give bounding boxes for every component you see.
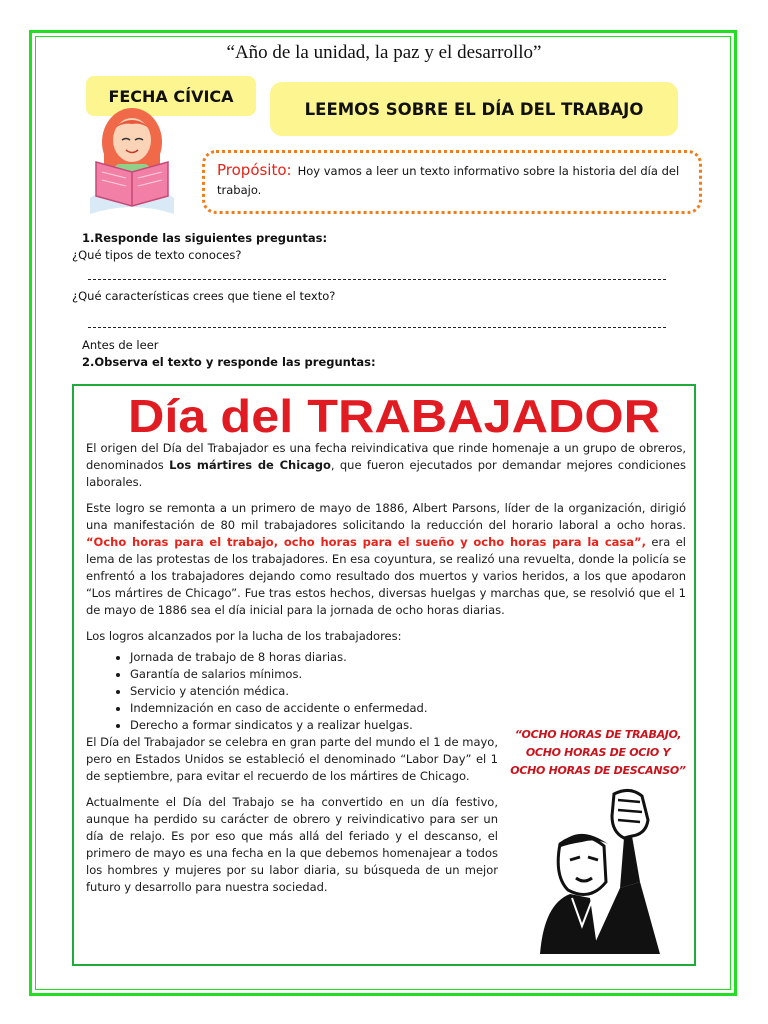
list-item: • Jornada de trabajo de 8 horas diarias.	[130, 649, 686, 666]
article-title-part2: TRABAJADOR	[307, 392, 630, 438]
answer-line-1[interactable]	[88, 279, 666, 280]
civic-date-label: FECHA CÍVICA	[86, 76, 256, 116]
article-paragraph-3: Los logros alcanzados por la lucha de los trabajadores:	[86, 629, 402, 643]
list-item: • Derecho a formar sindicatos y a realizar huelgas.	[130, 717, 686, 734]
svg-text:Día del TRABAJADOR	[128, 392, 660, 438]
workers-slogan: “Ocho horas para el trabajo, ocho horas para el sueño y ocho horas para la casa”,	[86, 535, 646, 549]
purpose-label: Propósito:	[217, 161, 292, 179]
article-title	[124, 392, 664, 438]
list-item: • Indemnización en caso de accidente o enfermedad.	[130, 700, 686, 717]
before-reading-label: Antes de leer	[82, 338, 159, 352]
question-2: ¿Qué características crees que tiene el texto?	[72, 289, 336, 303]
article-paragraph-5: Actualmente el Día del Trabajo se ha convertido en un día festivo, aunque ha perdido su carácter de obrero y reivindicativo para ser un día de relajo. Es por eso que más allá del feriado y el descanso, el primero de mayo es una fecha en la que debemos homenajear a todos los hombres y mujeres por su labor diaria, su búsqueda de un mejor futuro y desarrollo para nuestra sociedad.	[86, 795, 498, 894]
purpose-box	[202, 150, 702, 214]
list-item: • Servicio y atención médica.	[130, 683, 686, 700]
purpose-text: Hoy vamos a leer un texto informativo sobre la historia del día del trabajo.	[217, 164, 680, 197]
article-paragraph-1: El origen del Día del Trabajador es una fecha reivindicativa que rinde homenaje a un grupo de obreros, denominados Los mártires de Chicago, que fueron ejecutados por demandar mejores condiciones laborales.	[86, 441, 686, 489]
article-paragraph-2: Este logro se remonta a un primero de mayo de 1886, Albert Parsons, líder de la organización, dirigió una manifestación de 80 mil trabajadores solicitando la reducción del horario laboral a ocho horas. “Ocho horas para el trabajo, ocho horas para el sueño y ocho horas para la casa”, era el lema de las protestas de los trabajadores. En esa coyuntura, se realizó una revuelta, donde la policía se enfrentó a los trabajadores dejando como resultado dos muertos y varios heridos, a los que apodaron “Los mártires de Chicago”. Fue tras estos hechos, diversas huelgas y marchas que, se resolvió que el 1 de mayo de 1886 sea el día inicial para la jornada de ocho horas diarias.	[86, 501, 686, 617]
raised-fist-worker-icon	[520, 786, 680, 956]
worker-poster	[510, 726, 686, 966]
reading-girl-icon	[82, 100, 182, 224]
page-title: LEEMOS SOBRE EL DÍA DEL TRABAJO	[270, 82, 678, 136]
article-title-part1: Día del	[128, 392, 292, 438]
question-heading-2: 2.Observa el texto y responde las preguntas:	[82, 355, 376, 369]
poster-slogan: “OCHO HORAS DE TRABAJO, OCHO HORAS DE OCIO Y OCHO HORAS DE DESCANSO”	[510, 728, 686, 777]
article-paragraph-4: El Día del Trabajador se celebra en gran parte del mundo el 1 de mayo, pero en Estados Unidos se estableció el denominado “Labor Day” el 1 de septiembre, para evitar el recuerdo de los mártires de Chicago.	[86, 735, 498, 783]
achievements-list	[86, 649, 686, 734]
questions-section	[72, 230, 692, 371]
list-item: • Garantía de salarios mínimos.	[130, 666, 686, 683]
question-1: ¿Qué tipos de texto conoces?	[72, 248, 242, 262]
question-heading-1: 1.Responde las siguientes preguntas:	[82, 231, 328, 245]
answer-line-2[interactable]	[88, 327, 666, 328]
article-box	[72, 384, 696, 966]
motto: “Año de la unidad, la paz y el desarrollo”	[226, 42, 542, 63]
